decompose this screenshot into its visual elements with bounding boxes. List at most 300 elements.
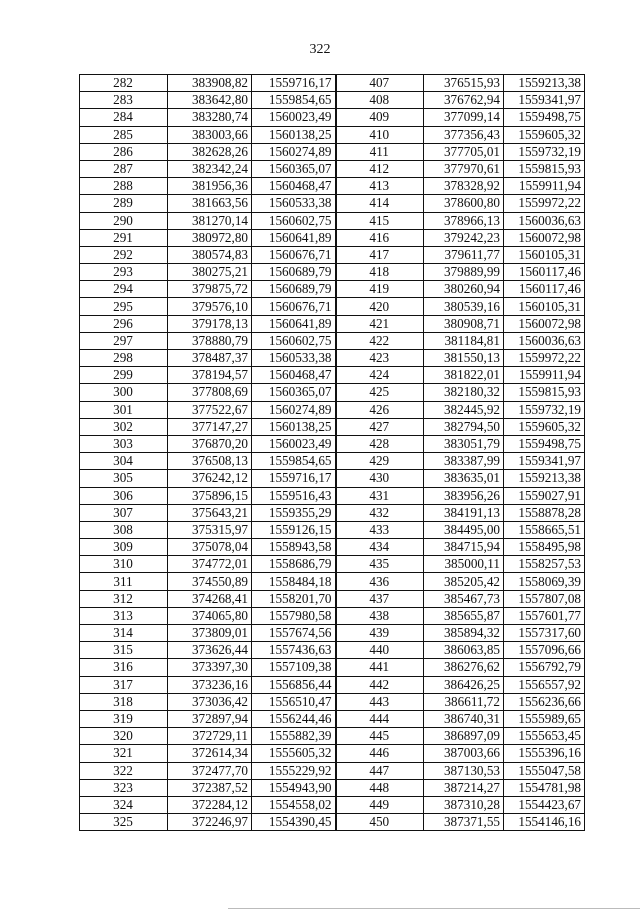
point-number-cell: 442	[336, 676, 424, 693]
x-coordinate-cell: 374268,41	[168, 590, 252, 607]
x-coordinate-cell: 373809,01	[168, 625, 252, 642]
point-number-cell: 305	[80, 470, 168, 487]
y-coordinate-cell: 1559355,29	[252, 504, 336, 521]
y-coordinate-cell: 1559911,94	[504, 178, 585, 195]
x-coordinate-cell: 382794,50	[424, 418, 504, 435]
point-number-cell: 299	[80, 367, 168, 384]
x-coordinate-cell: 383387,99	[424, 453, 504, 470]
table-row	[80, 126, 585, 143]
y-coordinate-cell: 1559815,93	[504, 384, 585, 401]
point-number-cell: 430	[336, 470, 424, 487]
x-coordinate-cell: 374772,01	[168, 556, 252, 573]
point-number-cell: 294	[80, 281, 168, 298]
y-coordinate-cell: 1555989,65	[504, 710, 585, 727]
table-row	[80, 814, 585, 831]
point-number-cell: 293	[80, 264, 168, 281]
point-number-cell: 440	[336, 642, 424, 659]
point-number-cell: 303	[80, 435, 168, 452]
table-row	[80, 521, 585, 538]
y-coordinate-cell: 1555047,58	[504, 762, 585, 779]
x-coordinate-cell: 387003,66	[424, 745, 504, 762]
point-number-cell: 449	[336, 796, 424, 813]
y-coordinate-cell: 1560105,31	[504, 298, 585, 315]
x-coordinate-cell: 385205,42	[424, 573, 504, 590]
point-number-cell: 297	[80, 332, 168, 349]
point-number-cell: 445	[336, 728, 424, 745]
point-number-cell: 409	[336, 109, 424, 126]
point-number-cell: 407	[336, 75, 424, 92]
point-number-cell: 444	[336, 710, 424, 727]
point-number-cell: 441	[336, 659, 424, 676]
table-row	[80, 143, 585, 160]
x-coordinate-cell: 385894,32	[424, 625, 504, 642]
y-coordinate-cell: 1560641,89	[252, 229, 336, 246]
y-coordinate-cell: 1560602,75	[252, 212, 336, 229]
table-row	[80, 676, 585, 693]
x-coordinate-cell: 383642,80	[168, 92, 252, 109]
point-number-cell: 439	[336, 625, 424, 642]
y-coordinate-cell: 1558484,18	[252, 573, 336, 590]
table-row	[80, 367, 585, 384]
table-row	[80, 332, 585, 349]
y-coordinate-cell: 1559341,97	[504, 92, 585, 109]
y-coordinate-cell: 1557109,38	[252, 659, 336, 676]
point-number-cell: 317	[80, 676, 168, 693]
point-number-cell: 447	[336, 762, 424, 779]
x-coordinate-cell: 383051,79	[424, 435, 504, 452]
point-number-cell: 298	[80, 350, 168, 367]
y-coordinate-cell: 1555653,45	[504, 728, 585, 745]
x-coordinate-cell: 386426,25	[424, 676, 504, 693]
x-coordinate-cell: 378194,57	[168, 367, 252, 384]
point-number-cell: 295	[80, 298, 168, 315]
y-coordinate-cell: 1560274,89	[252, 401, 336, 418]
x-coordinate-cell: 376242,12	[168, 470, 252, 487]
y-coordinate-cell: 1559213,38	[504, 75, 585, 92]
x-coordinate-cell: 384495,00	[424, 521, 504, 538]
x-coordinate-cell: 383908,82	[168, 75, 252, 92]
point-number-cell: 424	[336, 367, 424, 384]
y-coordinate-cell: 1559716,17	[252, 75, 336, 92]
x-coordinate-cell: 385000,11	[424, 556, 504, 573]
x-coordinate-cell: 387371,55	[424, 814, 504, 831]
table-row	[80, 75, 585, 92]
y-coordinate-cell: 1559732,19	[504, 401, 585, 418]
table-row	[80, 625, 585, 642]
scan-edge-line	[228, 908, 640, 909]
y-coordinate-cell: 1557317,60	[504, 625, 585, 642]
y-coordinate-cell: 1560274,89	[252, 143, 336, 160]
point-number-cell: 432	[336, 504, 424, 521]
y-coordinate-cell: 1560689,79	[252, 264, 336, 281]
point-number-cell: 308	[80, 521, 168, 538]
point-number-cell: 416	[336, 229, 424, 246]
x-coordinate-cell: 372477,70	[168, 762, 252, 779]
y-coordinate-cell: 1560533,38	[252, 350, 336, 367]
x-coordinate-cell: 380275,21	[168, 264, 252, 281]
x-coordinate-cell: 377356,43	[424, 126, 504, 143]
y-coordinate-cell: 1557807,08	[504, 590, 585, 607]
point-number-cell: 435	[336, 556, 424, 573]
x-coordinate-cell: 381270,14	[168, 212, 252, 229]
x-coordinate-cell: 381822,01	[424, 367, 504, 384]
y-coordinate-cell: 1554781,98	[504, 779, 585, 796]
x-coordinate-cell: 381956,36	[168, 178, 252, 195]
point-number-cell: 425	[336, 384, 424, 401]
x-coordinate-cell: 373236,16	[168, 676, 252, 693]
point-number-cell: 419	[336, 281, 424, 298]
x-coordinate-cell: 377808,69	[168, 384, 252, 401]
point-number-cell: 413	[336, 178, 424, 195]
point-number-cell: 318	[80, 693, 168, 710]
point-number-cell: 282	[80, 75, 168, 92]
y-coordinate-cell: 1560023,49	[252, 109, 336, 126]
point-number-cell: 287	[80, 160, 168, 177]
point-number-cell: 289	[80, 195, 168, 212]
point-number-cell: 414	[336, 195, 424, 212]
point-number-cell: 410	[336, 126, 424, 143]
point-number-cell: 420	[336, 298, 424, 315]
y-coordinate-cell: 1558878,28	[504, 504, 585, 521]
x-coordinate-cell: 381550,13	[424, 350, 504, 367]
point-number-cell: 313	[80, 607, 168, 624]
point-number-cell: 427	[336, 418, 424, 435]
table-row	[80, 435, 585, 452]
x-coordinate-cell: 383280,74	[168, 109, 252, 126]
coordinates-table	[79, 74, 585, 831]
x-coordinate-cell: 379611,77	[424, 246, 504, 263]
y-coordinate-cell: 1559213,38	[504, 470, 585, 487]
x-coordinate-cell: 383956,26	[424, 487, 504, 504]
point-number-cell: 323	[80, 779, 168, 796]
y-coordinate-cell: 1557674,56	[252, 625, 336, 642]
y-coordinate-cell: 1556244,46	[252, 710, 336, 727]
y-coordinate-cell: 1555882,39	[252, 728, 336, 745]
point-number-cell: 301	[80, 401, 168, 418]
point-number-cell: 315	[80, 642, 168, 659]
y-coordinate-cell: 1560023,49	[252, 435, 336, 452]
table-row	[80, 246, 585, 263]
y-coordinate-cell: 1559972,22	[504, 195, 585, 212]
y-coordinate-cell: 1554390,45	[252, 814, 336, 831]
table-row	[80, 779, 585, 796]
x-coordinate-cell: 382180,32	[424, 384, 504, 401]
x-coordinate-cell: 386611,72	[424, 693, 504, 710]
table-row	[80, 556, 585, 573]
point-number-cell: 304	[80, 453, 168, 470]
point-number-cell: 322	[80, 762, 168, 779]
x-coordinate-cell: 373036,42	[168, 693, 252, 710]
x-coordinate-cell: 380908,71	[424, 315, 504, 332]
x-coordinate-cell: 376870,20	[168, 435, 252, 452]
x-coordinate-cell: 379889,99	[424, 264, 504, 281]
point-number-cell: 325	[80, 814, 168, 831]
table-row	[80, 298, 585, 315]
table-row	[80, 470, 585, 487]
y-coordinate-cell: 1556236,66	[504, 693, 585, 710]
y-coordinate-cell: 1560072,98	[504, 315, 585, 332]
x-coordinate-cell: 372284,12	[168, 796, 252, 813]
table-row	[80, 504, 585, 521]
point-number-cell: 421	[336, 315, 424, 332]
x-coordinate-cell: 386740,31	[424, 710, 504, 727]
y-coordinate-cell: 1560689,79	[252, 281, 336, 298]
table-row	[80, 693, 585, 710]
y-coordinate-cell: 1558495,98	[504, 539, 585, 556]
x-coordinate-cell: 381663,56	[168, 195, 252, 212]
table-row	[80, 710, 585, 727]
x-coordinate-cell: 375078,04	[168, 539, 252, 556]
x-coordinate-cell: 373397,30	[168, 659, 252, 676]
x-coordinate-cell: 380972,80	[168, 229, 252, 246]
y-coordinate-cell: 1560105,31	[504, 246, 585, 263]
y-coordinate-cell: 1556510,47	[252, 693, 336, 710]
x-coordinate-cell: 377970,61	[424, 160, 504, 177]
y-coordinate-cell: 1559027,91	[504, 487, 585, 504]
x-coordinate-cell: 374065,80	[168, 607, 252, 624]
table-row	[80, 195, 585, 212]
table-row	[80, 487, 585, 504]
x-coordinate-cell: 387310,28	[424, 796, 504, 813]
point-number-cell: 423	[336, 350, 424, 367]
y-coordinate-cell: 1559341,97	[504, 453, 585, 470]
table-row	[80, 745, 585, 762]
x-coordinate-cell: 383635,01	[424, 470, 504, 487]
point-number-cell: 324	[80, 796, 168, 813]
x-coordinate-cell: 378328,92	[424, 178, 504, 195]
y-coordinate-cell: 1557980,58	[252, 607, 336, 624]
y-coordinate-cell: 1560676,71	[252, 298, 336, 315]
y-coordinate-cell: 1559516,43	[252, 487, 336, 504]
y-coordinate-cell: 1554558,02	[252, 796, 336, 813]
x-coordinate-cell: 383003,66	[168, 126, 252, 143]
y-coordinate-cell: 1560468,47	[252, 178, 336, 195]
x-coordinate-cell: 384715,94	[424, 539, 504, 556]
table-row	[80, 160, 585, 177]
y-coordinate-cell: 1559605,32	[504, 126, 585, 143]
table-row	[80, 109, 585, 126]
y-coordinate-cell: 1559815,93	[504, 160, 585, 177]
y-coordinate-cell: 1560072,98	[504, 229, 585, 246]
table-row	[80, 796, 585, 813]
y-coordinate-cell: 1557096,66	[504, 642, 585, 659]
point-number-cell: 311	[80, 573, 168, 590]
y-coordinate-cell: 1558201,70	[252, 590, 336, 607]
x-coordinate-cell: 378487,37	[168, 350, 252, 367]
point-number-cell: 448	[336, 779, 424, 796]
x-coordinate-cell: 372387,52	[168, 779, 252, 796]
y-coordinate-cell: 1558069,39	[504, 573, 585, 590]
table-row	[80, 762, 585, 779]
x-coordinate-cell: 380574,83	[168, 246, 252, 263]
y-coordinate-cell: 1554146,16	[504, 814, 585, 831]
y-coordinate-cell: 1557436,63	[252, 642, 336, 659]
x-coordinate-cell: 373626,44	[168, 642, 252, 659]
y-coordinate-cell: 1560138,25	[252, 418, 336, 435]
point-number-cell: 314	[80, 625, 168, 642]
y-coordinate-cell: 1559911,94	[504, 367, 585, 384]
x-coordinate-cell: 382628,26	[168, 143, 252, 160]
point-number-cell: 321	[80, 745, 168, 762]
point-number-cell: 306	[80, 487, 168, 504]
x-coordinate-cell: 376515,93	[424, 75, 504, 92]
point-number-cell: 292	[80, 246, 168, 263]
table-row	[80, 659, 585, 676]
point-number-cell: 286	[80, 143, 168, 160]
y-coordinate-cell: 1559854,65	[252, 453, 336, 470]
y-coordinate-cell: 1559498,75	[504, 109, 585, 126]
point-number-cell: 302	[80, 418, 168, 435]
y-coordinate-cell: 1556792,79	[504, 659, 585, 676]
point-number-cell: 450	[336, 814, 424, 831]
point-number-cell: 411	[336, 143, 424, 160]
point-number-cell: 418	[336, 264, 424, 281]
point-number-cell: 290	[80, 212, 168, 229]
table-row	[80, 453, 585, 470]
table-row	[80, 281, 585, 298]
point-number-cell: 437	[336, 590, 424, 607]
point-number-cell: 426	[336, 401, 424, 418]
table-row	[80, 384, 585, 401]
point-number-cell: 296	[80, 315, 168, 332]
y-coordinate-cell: 1554943,90	[252, 779, 336, 796]
point-number-cell: 319	[80, 710, 168, 727]
y-coordinate-cell: 1560365,07	[252, 384, 336, 401]
y-coordinate-cell: 1559498,75	[504, 435, 585, 452]
table-row	[80, 401, 585, 418]
table-row	[80, 92, 585, 109]
x-coordinate-cell: 386276,62	[424, 659, 504, 676]
x-coordinate-cell: 372246,97	[168, 814, 252, 831]
point-number-cell: 436	[336, 573, 424, 590]
point-number-cell: 434	[336, 539, 424, 556]
x-coordinate-cell: 379178,13	[168, 315, 252, 332]
page-number: 322	[309, 42, 331, 57]
point-number-cell: 431	[336, 487, 424, 504]
y-coordinate-cell: 1560468,47	[252, 367, 336, 384]
y-coordinate-cell: 1560117,46	[504, 281, 585, 298]
y-coordinate-cell: 1556557,92	[504, 676, 585, 693]
y-coordinate-cell: 1559854,65	[252, 92, 336, 109]
table-row	[80, 607, 585, 624]
point-number-cell: 412	[336, 160, 424, 177]
point-number-cell: 310	[80, 556, 168, 573]
y-coordinate-cell: 1558943,58	[252, 539, 336, 556]
x-coordinate-cell: 386063,85	[424, 642, 504, 659]
point-number-cell: 309	[80, 539, 168, 556]
point-number-cell: 300	[80, 384, 168, 401]
x-coordinate-cell: 376762,94	[424, 92, 504, 109]
y-coordinate-cell: 1560036,63	[504, 332, 585, 349]
point-number-cell: 320	[80, 728, 168, 745]
point-number-cell: 433	[336, 521, 424, 538]
table-row	[80, 178, 585, 195]
x-coordinate-cell: 374550,89	[168, 573, 252, 590]
y-coordinate-cell: 1560138,25	[252, 126, 336, 143]
table-row	[80, 418, 585, 435]
y-coordinate-cell: 1558665,51	[504, 521, 585, 538]
table-row	[80, 315, 585, 332]
table-row	[80, 728, 585, 745]
x-coordinate-cell: 377099,14	[424, 109, 504, 126]
y-coordinate-cell: 1559716,17	[252, 470, 336, 487]
x-coordinate-cell: 382445,92	[424, 401, 504, 418]
point-number-cell: 288	[80, 178, 168, 195]
y-coordinate-cell: 1556856,44	[252, 676, 336, 693]
point-number-cell: 307	[80, 504, 168, 521]
y-coordinate-cell: 1555396,16	[504, 745, 585, 762]
y-coordinate-cell: 1560117,46	[504, 264, 585, 281]
y-coordinate-cell: 1559126,15	[252, 521, 336, 538]
x-coordinate-cell: 375315,97	[168, 521, 252, 538]
y-coordinate-cell: 1559732,19	[504, 143, 585, 160]
point-number-cell: 443	[336, 693, 424, 710]
point-number-cell: 422	[336, 332, 424, 349]
table-row	[80, 264, 585, 281]
y-coordinate-cell: 1560365,07	[252, 160, 336, 177]
x-coordinate-cell: 381184,81	[424, 332, 504, 349]
point-number-cell: 417	[336, 246, 424, 263]
table-row	[80, 350, 585, 367]
y-coordinate-cell: 1559605,32	[504, 418, 585, 435]
table-row	[80, 642, 585, 659]
x-coordinate-cell: 382342,24	[168, 160, 252, 177]
x-coordinate-cell: 379242,23	[424, 229, 504, 246]
x-coordinate-cell: 378880,79	[168, 332, 252, 349]
x-coordinate-cell: 387130,53	[424, 762, 504, 779]
x-coordinate-cell: 372729,11	[168, 728, 252, 745]
x-coordinate-cell: 376508,13	[168, 453, 252, 470]
y-coordinate-cell: 1557601,77	[504, 607, 585, 624]
x-coordinate-cell: 380260,94	[424, 281, 504, 298]
x-coordinate-cell: 372614,34	[168, 745, 252, 762]
y-coordinate-cell: 1559972,22	[504, 350, 585, 367]
point-number-cell: 283	[80, 92, 168, 109]
x-coordinate-cell: 379576,10	[168, 298, 252, 315]
point-number-cell: 312	[80, 590, 168, 607]
x-coordinate-cell: 378600,80	[424, 195, 504, 212]
x-coordinate-cell: 384191,13	[424, 504, 504, 521]
x-coordinate-cell: 377522,67	[168, 401, 252, 418]
x-coordinate-cell: 385467,73	[424, 590, 504, 607]
table-row	[80, 573, 585, 590]
y-coordinate-cell: 1558686,79	[252, 556, 336, 573]
point-number-cell: 284	[80, 109, 168, 126]
x-coordinate-cell: 377147,27	[168, 418, 252, 435]
y-coordinate-cell: 1560602,75	[252, 332, 336, 349]
y-coordinate-cell: 1560641,89	[252, 315, 336, 332]
point-number-cell: 285	[80, 126, 168, 143]
point-number-cell: 429	[336, 453, 424, 470]
y-coordinate-cell: 1560533,38	[252, 195, 336, 212]
x-coordinate-cell: 375896,15	[168, 487, 252, 504]
y-coordinate-cell: 1558257,53	[504, 556, 585, 573]
y-coordinate-cell: 1560036,63	[504, 212, 585, 229]
x-coordinate-cell: 386897,09	[424, 728, 504, 745]
x-coordinate-cell: 379875,72	[168, 281, 252, 298]
x-coordinate-cell: 377705,01	[424, 143, 504, 160]
x-coordinate-cell: 378966,13	[424, 212, 504, 229]
x-coordinate-cell: 375643,21	[168, 504, 252, 521]
table-row	[80, 212, 585, 229]
point-number-cell: 428	[336, 435, 424, 452]
point-number-cell: 316	[80, 659, 168, 676]
y-coordinate-cell: 1560676,71	[252, 246, 336, 263]
x-coordinate-cell: 387214,27	[424, 779, 504, 796]
point-number-cell: 291	[80, 229, 168, 246]
point-number-cell: 408	[336, 92, 424, 109]
table-row	[80, 590, 585, 607]
